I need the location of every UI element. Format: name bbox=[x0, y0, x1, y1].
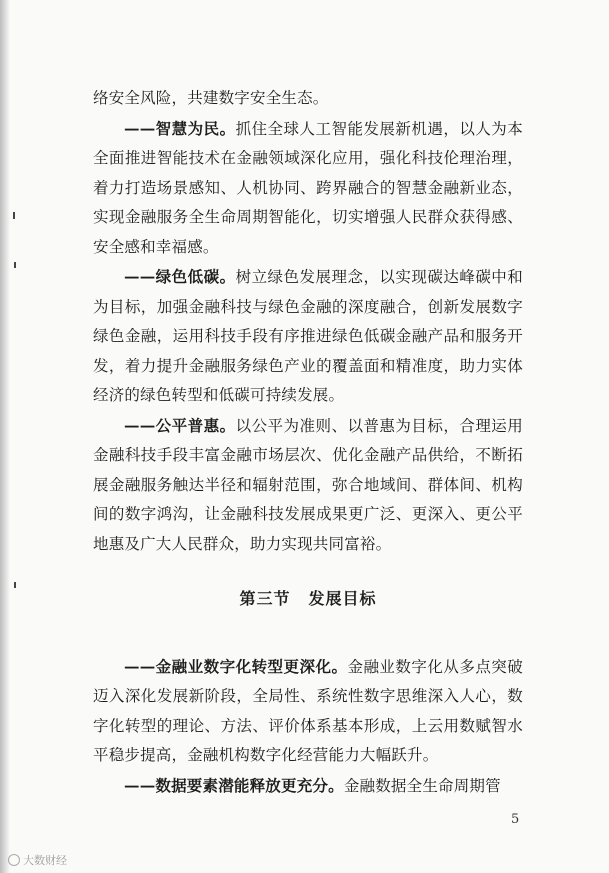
page-number: 5 bbox=[511, 812, 520, 827]
paragraph bbox=[93, 84, 523, 114]
paragraph bbox=[93, 114, 523, 263]
paragraph bbox=[93, 771, 523, 802]
paragraph-text: 抓住全球人工智能发展新机遇，以人为本全面推进智能技术在金融领域深化应用，强化科技伦理治理，着力打造场景感知、人机协同、跨界融合的智慧金融新业态，实现金融服务全生命周期智能化，切实增强人民群众获得感、安全感和幸福感。 bbox=[93, 119, 523, 256]
paragraph-lead: ——智慧为民。 bbox=[124, 118, 236, 138]
paragraph-lead: ——绿色低碳。 bbox=[124, 267, 236, 286]
paragraph-text: 金融数据全生命周期管 bbox=[343, 776, 501, 795]
scan-mark bbox=[14, 582, 16, 588]
paragraph-text: 树立绿色发展理念，以实现碳达峰碳中和为目标，加强金融科技与绿色金融的深度融合，创新发展数字绿色金融，运用科技手段有序推进绿色低碳金融产品和服务开发，着力提升金融服务绿色产业的覆盖面和精准度，助力实体经济的绿色转型和低碳可持续发展。 bbox=[93, 268, 523, 404]
section-title: 发展目标 bbox=[308, 589, 377, 608]
paragraph-text: 络安全风险，共建数字安全生态。 bbox=[93, 89, 329, 107]
scan-mark bbox=[14, 262, 16, 268]
scan-edge-shadow bbox=[0, 0, 10, 873]
paragraph-group-bottom bbox=[93, 652, 523, 802]
paragraph bbox=[93, 652, 523, 771]
paragraph bbox=[93, 262, 523, 411]
paragraph-lead: ——公平普惠。 bbox=[124, 415, 236, 435]
scan-mark bbox=[13, 212, 15, 219]
watermark-logo-icon bbox=[8, 854, 20, 866]
body-text bbox=[93, 84, 523, 801]
watermark bbox=[8, 852, 67, 868]
section-number: 第三节 bbox=[239, 589, 291, 608]
paragraph bbox=[93, 411, 523, 560]
paragraph-lead: ——金融业数字化转型更深化。 bbox=[124, 656, 348, 676]
paragraph-text: 以公平为准则、以普惠为目标，合理运用金融科技手段丰富金融市场层次、优化金融产品供给，不断拓展金融服务触达半径和辐射范围，弥合地域间、群体间、机构间的数字鸿沟，让金融科技发展成果更广泛、更深入、更公平地惠及广大人民群众，助力实现共同富裕。 bbox=[93, 416, 523, 553]
paragraph-group-top bbox=[93, 84, 523, 559]
watermark-text: 大数财经 bbox=[23, 854, 67, 867]
section-heading bbox=[93, 584, 523, 614]
paragraph-text: 金融业数字化从多点突破迈入深化发展新阶段，全局性、系统性数字思维深入人心，数字化转型的理论、方法、评价体系基本形成，上云用数赋智水平稳步提高，金融机构数字化经营能力大幅跃升。 bbox=[93, 657, 523, 764]
paragraph-lead: ——数据要素潜能释放更充分。 bbox=[124, 775, 344, 795]
